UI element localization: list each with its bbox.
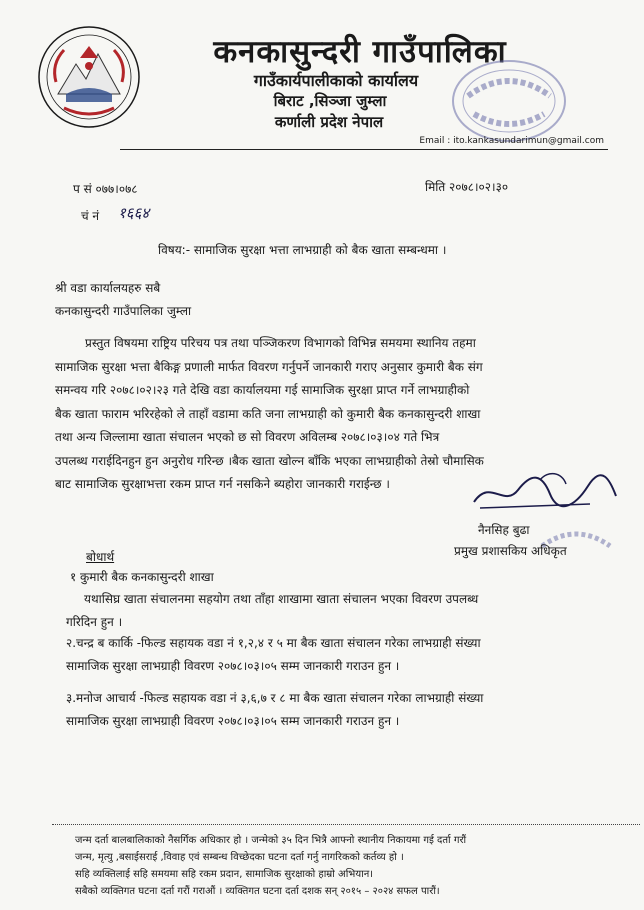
office-address: बिराट ,सिञ्जा जुम्ला <box>273 92 387 110</box>
footer-line: सबैको व्यक्तिगत घटना दर्ता गरौं गराऔं । व्यक्तिगत घटना दर्ता दशक सन् २०१५ – २०२४ सफल पारौं। <box>75 886 440 897</box>
footer-line: जन्म दर्ता बालबालिकाको नैसर्गिक अधिकार हो । जन्मेको ३५ दिन भित्रै आफ्नो स्थानीय निकायमा गई दर्ता गरौं <box>75 835 467 846</box>
body-line: प्रस्तुत विषयमा राष्ट्रिय परिचय पत्र तथा पञ्जिकरण विभागको विभिन्न समयमा स्थानिय तहमा <box>85 336 476 350</box>
cc-line: २.चन्द्र ब कार्कि -फिल्ड सहायक वडा नं १,२,४ र ५ मा बैक खाता संचालन गरेका लाभग्राही संख्या <box>66 636 481 650</box>
cc-line: ३.मनोज आचार्य -फिल्ड सहायक वडा नं ३,६,७ र ८ मा बैक खाता संचालन गरेका लाभग्राही संख्या <box>66 691 484 705</box>
signature <box>470 468 620 514</box>
footer-line: सहि व्यक्तिलाई सहि समयमा सहि रकम प्रदान, सामाजिक सुरक्षाको हाम्रो अभियान। <box>75 869 374 880</box>
signatory-name: नैनसिह बुढा <box>478 523 530 537</box>
nepal-emblem-icon <box>36 24 142 130</box>
footer-divider <box>52 824 640 825</box>
addressee-line-1: श्री वडा कार्यालयहरु सबै <box>55 281 161 295</box>
org-title: कनकासुन्दरी गाउँपालिका <box>213 34 507 70</box>
footer-notes <box>75 832 635 900</box>
province-line: कर्णाली प्रदेश नेपाल <box>274 113 384 131</box>
cc-line: गरिदिन हुन । <box>66 615 123 629</box>
office-stamp <box>448 56 570 146</box>
letter-subject: विषय:- सामाजिक सुरक्षा भत्ता लाभग्राही को बैक खाता सम्बन्धमा । <box>158 243 447 257</box>
dispatch-number-handwritten: १६६४ <box>118 204 150 222</box>
dispatch-number-label: चं नं <box>81 209 100 223</box>
body-line: सामाजिक सुरक्षा भत्ता बैकिङ्ग प्रणाली मार्फत विवरण गर्नुपर्ने जानकारी गराए अनुसार कुमारी बैक संग <box>55 359 483 374</box>
addressee-line-2: कनकासुन्दरी गाउँपालिका जुम्ला <box>55 304 192 318</box>
body-line: समन्वय गरि २०७८।०२।२३ गते देखि वडा कार्यालयमा गई सामाजिक सुरक्षा प्राप्त गर्ने लाभग्राहीको <box>55 383 470 397</box>
cc-heading: बोधार्थ <box>86 550 115 564</box>
letter-date: मिति २०७८।०२।३० <box>425 180 509 194</box>
office-name: गाउँकार्यपालीकाको कार्यालय <box>253 71 419 90</box>
body-line: बाट सामाजिक सुरक्षाभत्ता रकम प्राप्त गर्न नसकिने ब्यहोरा जानकारी गराईन्छ । <box>55 477 390 491</box>
reference-number: प सं ०७७।०७८ <box>73 182 138 196</box>
cc-line: १ कुमारी बैक कनकासुन्दरी शाखा <box>70 570 214 584</box>
cc-line: सामाजिक सुरक्षा लाभग्राही विवरण २०७८।०३।०५ सम्म जानकारी गराउन हुन । <box>66 714 400 728</box>
cc-line: यथासिघ्र खाता संचालनमा सहयोग तथा ताँहा शाखामा खाता संचालन भएका विवरण उपलब्ध <box>84 592 479 606</box>
signatory-title: प्रमुख प्रशासकिय अधिकृत <box>454 544 567 558</box>
cc-line: सामाजिक सुरक्षा लाभग्राही विवरण २०७८।०३।०५ सम्म जानकारी गराउन हुन । <box>66 659 400 673</box>
email-line: Email : ito.kankasundarimun@gmail.com <box>419 136 604 146</box>
body-line: तथा अन्य जिल्लामा खाता संचालन भएको छ सो विवरण अविलम्ब २०७८।०३।०४ गते भित्र <box>55 430 440 444</box>
body-line: उपलब्ध गराईदिनहुन हुन अनुरोध गरिन्छ ।बैक खाता खोल्न बाँकि भएका लाभग्राहीको तेस्रो चौमासिक <box>55 453 484 468</box>
footer-line: जन्म, मृत्यु ,बसाईसराई ,विवाह एवं सम्बन्ध विच्छेदका घटना दर्ता गर्नु नागरिकको कर्तव्य हो । <box>75 852 404 863</box>
body-line: बैक खाता फाराम भरिरहेको ले ताहाँ वडामा कति जना लाभग्राही को कुमारी बैक कनकासुन्दरी शाखा <box>55 406 481 421</box>
header-divider <box>120 149 608 150</box>
